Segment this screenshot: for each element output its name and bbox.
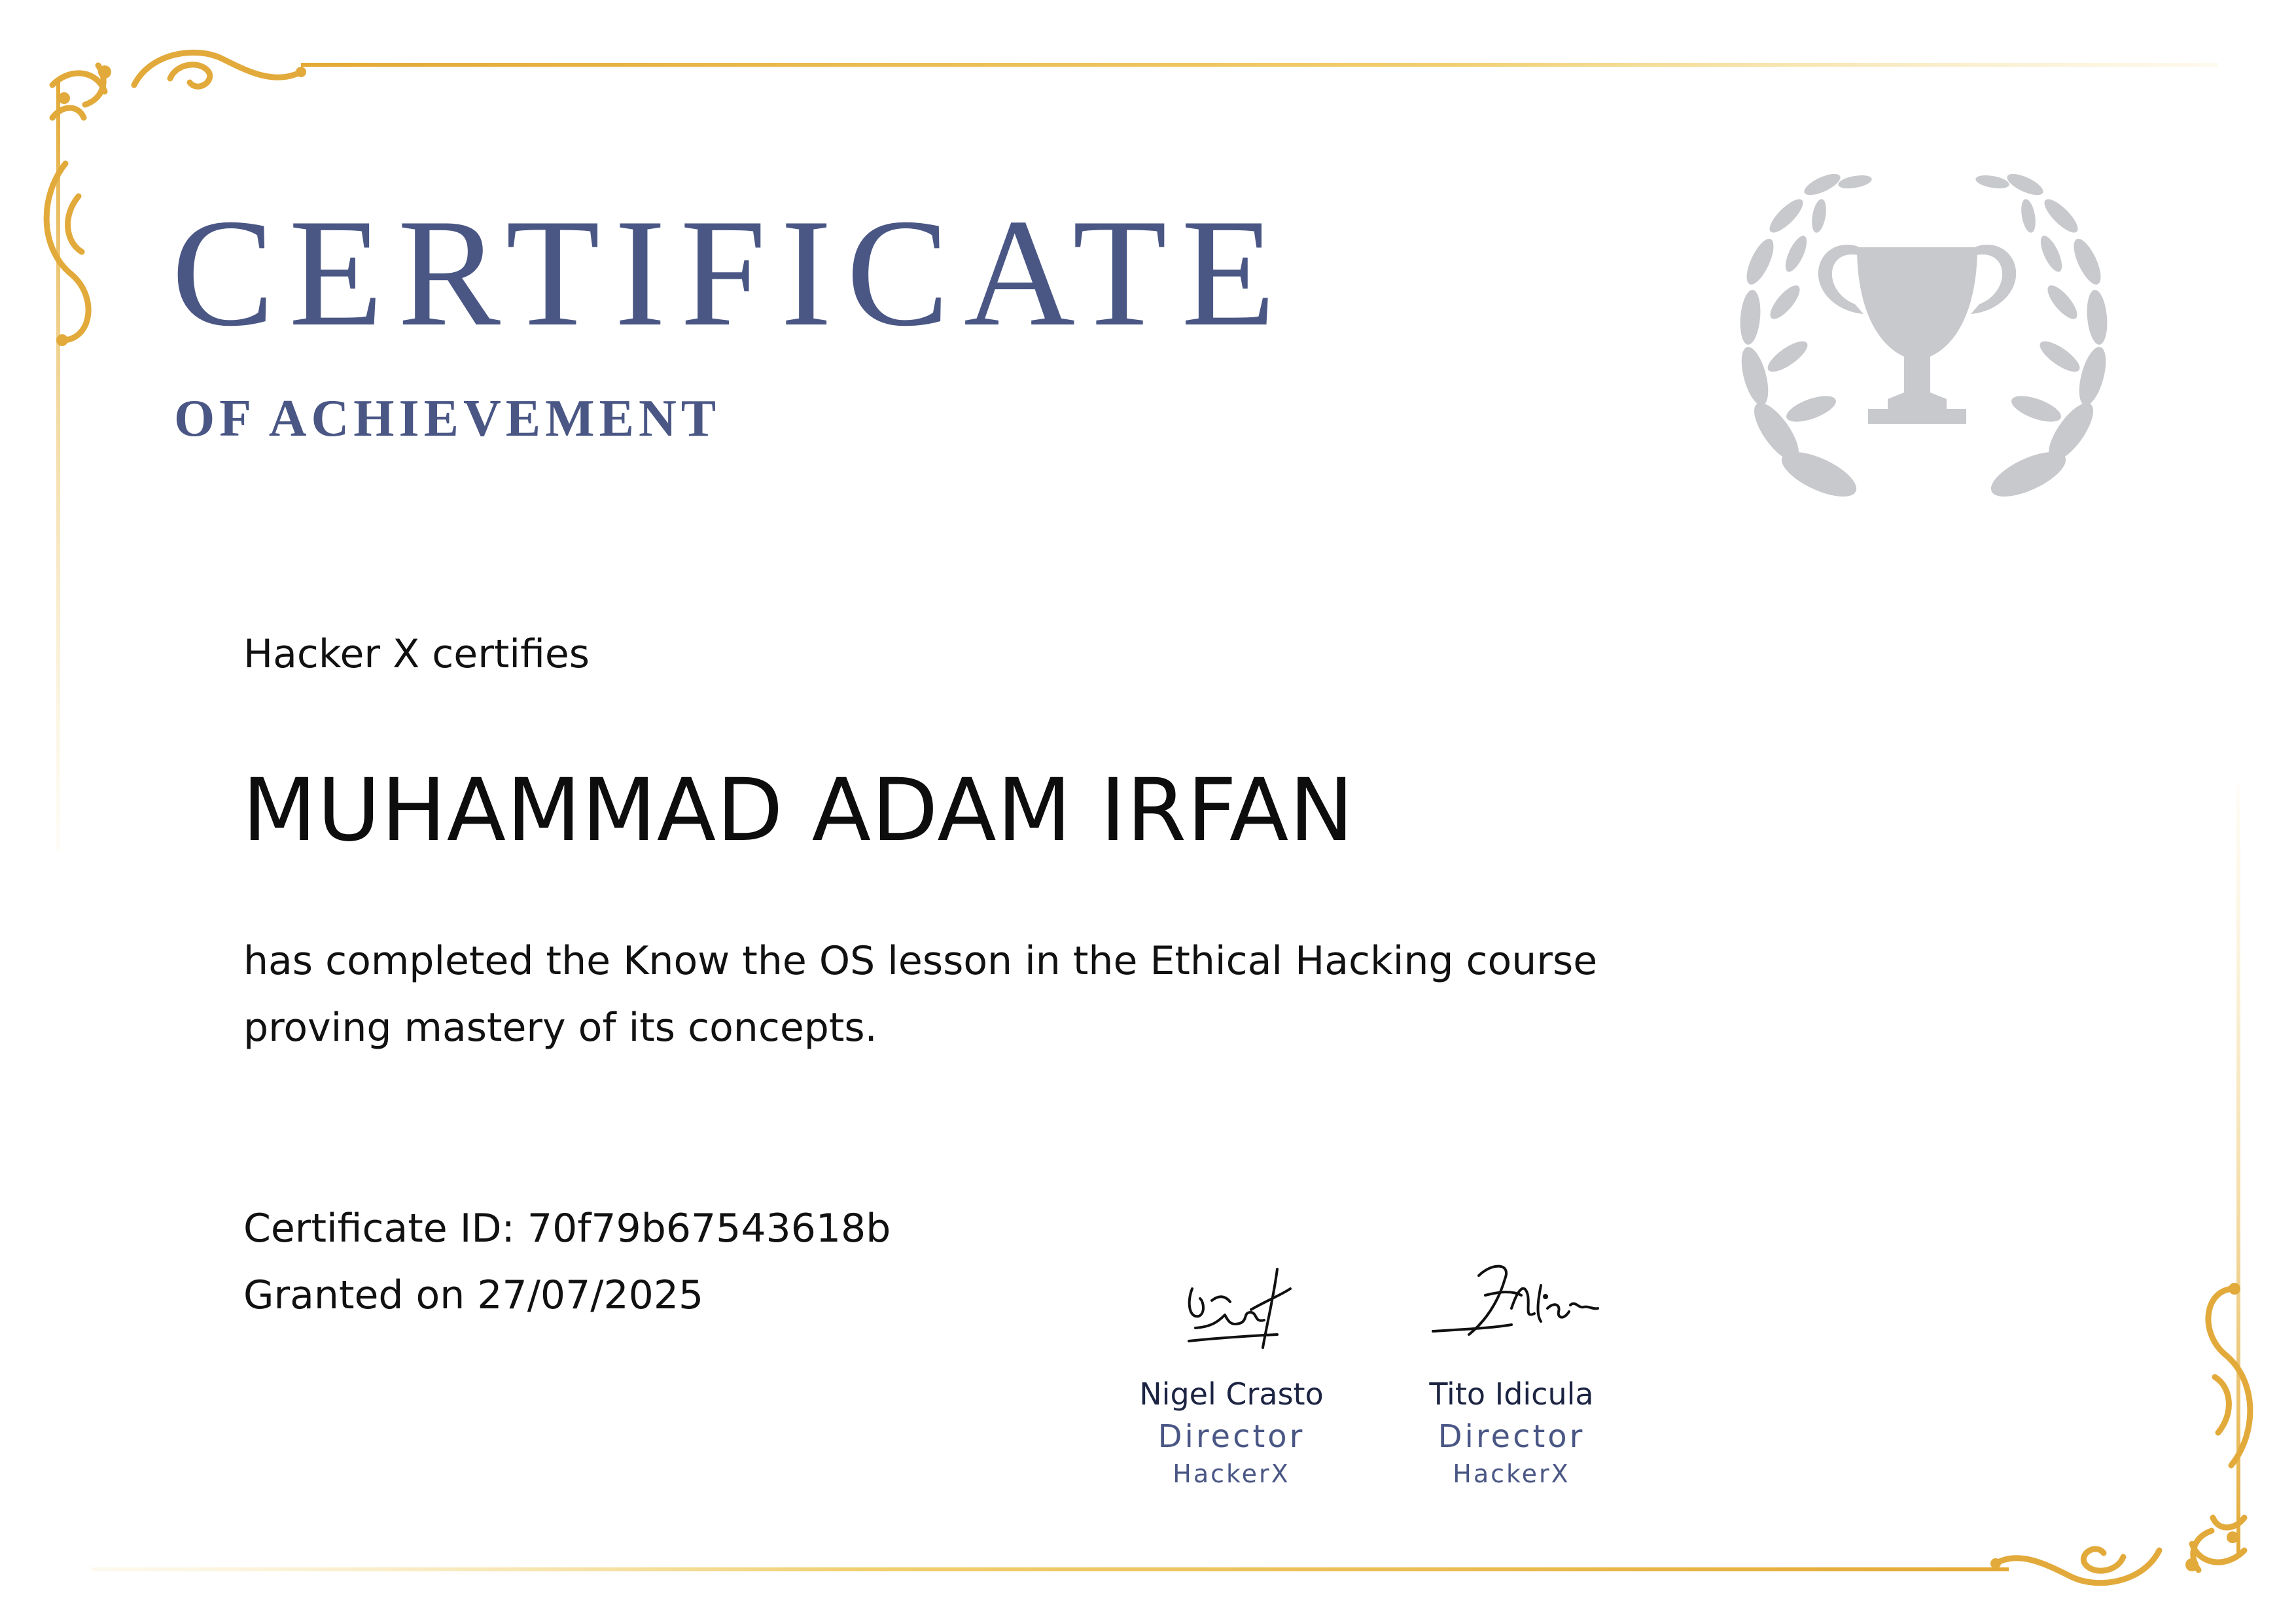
certificate-id: Certificate ID: 70f79b67543618b (243, 1206, 891, 1251)
granted-date: Granted on 27/07/2025 (243, 1272, 704, 1318)
signature-image (1127, 1249, 1336, 1361)
signer-block-2 (1374, 1249, 1649, 1490)
issuer-line: Hacker X certifies (243, 631, 590, 677)
recipient-name: MUHAMMAD ADAM IRFAN (242, 760, 1355, 861)
signer-block-1 (1094, 1249, 1369, 1490)
achievement-line-1: has completed the Know the OS lesson in the Ethical Hacking course (243, 938, 1598, 984)
achievement-line-2: proving mastery of its concepts. (243, 1005, 877, 1051)
signer-name: Nigel Crasto (1139, 1376, 1324, 1412)
signature-image (1407, 1249, 1616, 1361)
signer-org: HackerX (1173, 1459, 1290, 1489)
certificate-title: CERTIFICATE (171, 188, 1290, 358)
signer-name: Tito Idicula (1429, 1376, 1594, 1412)
trophy-laurel-icon (1714, 150, 2133, 504)
signer-role: Director (1157, 1418, 1305, 1455)
certificate-subtitle: OF ACHIEVEMENT (174, 390, 721, 447)
signer-role: Director (1438, 1418, 1585, 1455)
achievement-description (243, 928, 1683, 1061)
signer-org: HackerX (1453, 1459, 1570, 1489)
